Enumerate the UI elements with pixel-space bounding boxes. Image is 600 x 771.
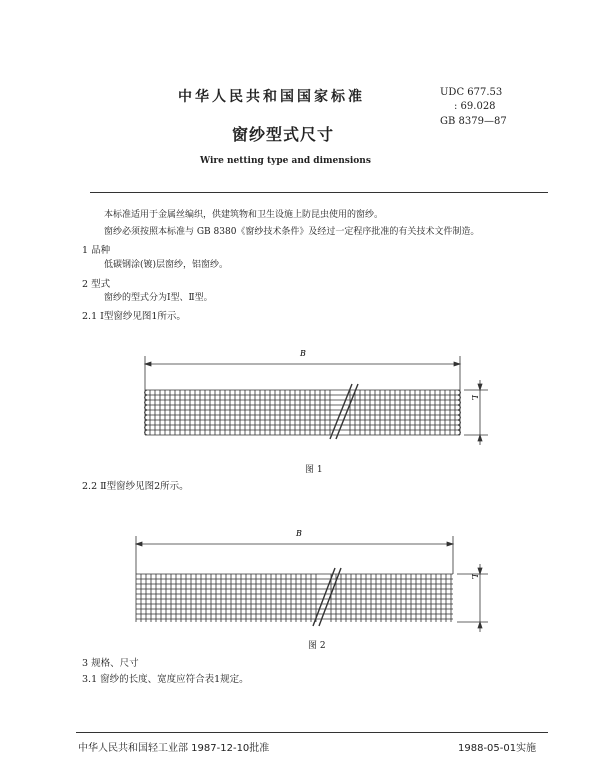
footer-approval: 中华人民共和国轻工业部 1987-12-10批准 [78,743,270,754]
standard-title: 中华人民共和国国家标准 [178,89,365,105]
figure-2-diagram [128,514,498,636]
intro-paragraph-2: 窗纱必须按照本标准与 GB 8380《窗纱技术条件》及经过一定程序批准的有关技术文件制造。 [104,227,480,237]
figure-1-caption: 图 1 [305,465,323,475]
figure-1-label-l: L [470,395,479,401]
document-title-english: Wire netting type and dimensions [200,156,371,166]
header-divider [90,192,548,193]
section-2-1: 2.1 Ⅰ型窗纱见图1所示。 [82,311,186,322]
gb-number: GB 8379—87 [440,116,507,127]
footer-effective-date: 1988-05-01实施 [458,743,537,754]
udc-line-2: : 69.028 [454,101,496,112]
udc-line-1: UDC 677.53 [440,87,503,98]
section-3-1: 3.1 窗纱的长度、宽度应符合表1规定。 [82,674,249,685]
figure-2-caption: 图 2 [308,641,326,651]
section-1-text: 低碳钢涂(镀)层窗纱，铝窗纱。 [104,260,229,270]
document-title: 窗纱型式尺寸 [232,125,335,144]
section-1-heading: 1 品种 [82,245,111,256]
figure-1-label-b: B [300,349,306,358]
figure-2-label-b: B [296,529,302,538]
section-2-heading: 2 型式 [82,279,111,290]
section-2-2: 2.2 Ⅱ型窗纱见图2所示。 [82,481,189,492]
section-3-heading: 3 规格、尺寸 [82,658,139,669]
figure-1-diagram [140,340,500,450]
section-2-text: 窗纱的型式分为Ⅰ型、Ⅱ型。 [104,293,213,303]
intro-paragraph-1: 本标准适用于金属丝编织，供建筑物和卫生设施上防昆虫使用的窗纱。 [104,210,384,220]
figure-2-label-l: L [470,574,479,580]
footer-divider [76,732,548,733]
udc-code [440,86,502,114]
